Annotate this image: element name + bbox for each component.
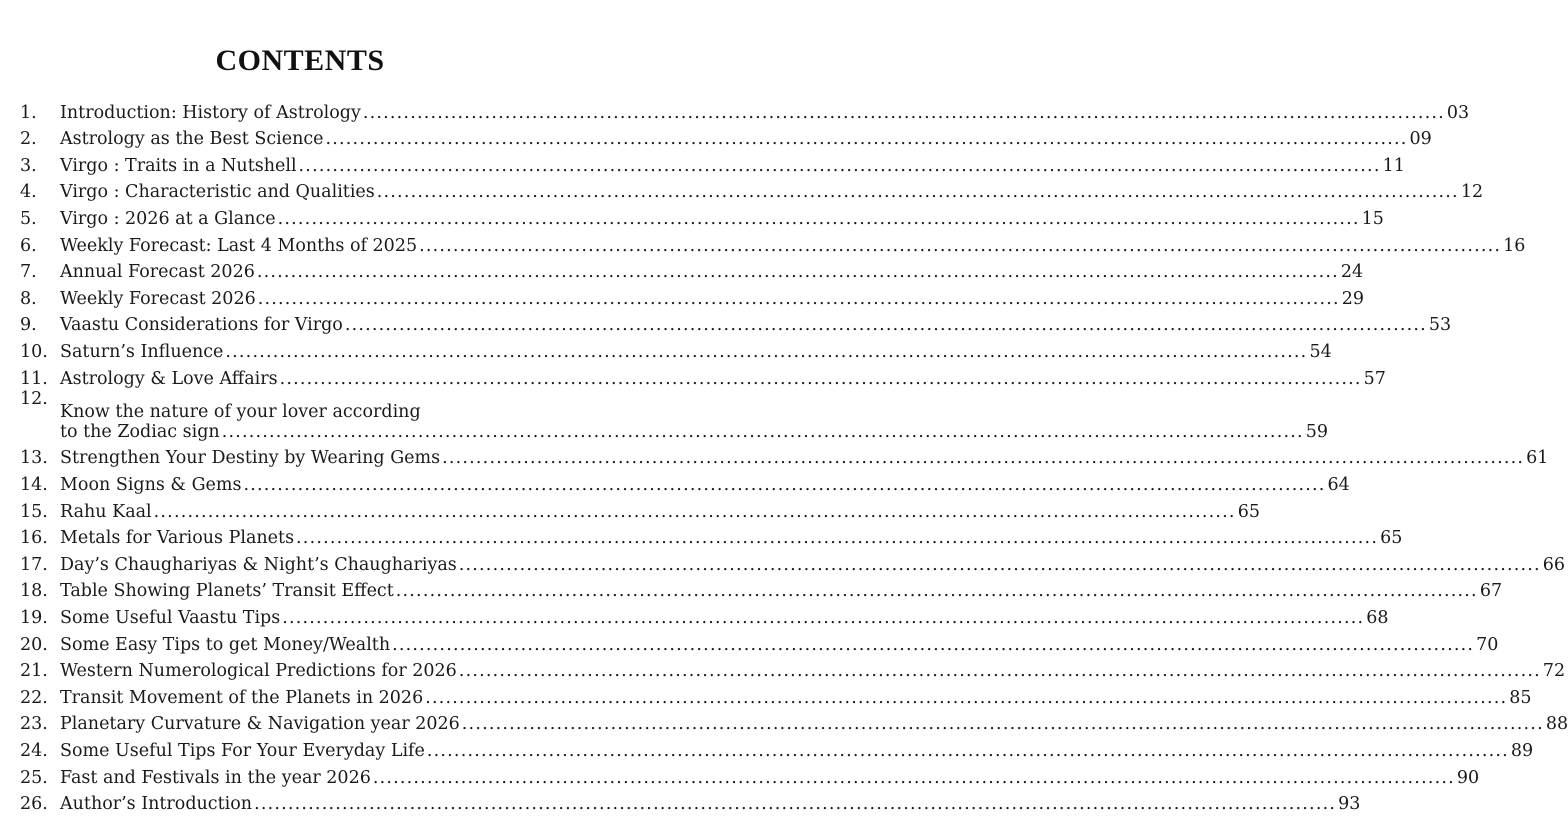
dot-leader — [345, 315, 1427, 335]
entry-number: 19. — [20, 607, 48, 628]
dot-leader — [280, 369, 1362, 389]
entry-title: Virgo : Characteristic and Qualities — [60, 182, 375, 203]
dot-leader — [425, 688, 1507, 708]
dot-leader — [442, 448, 1524, 468]
dot-leader — [373, 768, 1455, 788]
entry-page: 89 — [1510, 740, 1534, 761]
entry-title: Table Showing Planets’ Transit Effect — [60, 581, 394, 602]
dot-leader — [462, 714, 1544, 734]
entry-title: Metals for Various Planets — [60, 528, 295, 549]
entry-title-block — [60, 402, 1328, 442]
dot-leader — [257, 262, 1339, 282]
toc-entry — [20, 309, 1452, 336]
entry-title-line-2 — [60, 422, 1328, 442]
entry-number: 26. — [20, 794, 48, 815]
entry-number: 17. — [20, 554, 48, 575]
entry-page: 09 — [1409, 129, 1432, 150]
toc-entry — [20, 335, 1332, 362]
entry-number: 2. — [20, 129, 37, 150]
toc-entry — [20, 282, 1365, 309]
entry-title: Day’s Chaughariyas & Night’s Chaughariyas — [60, 554, 457, 575]
toc-entry — [20, 655, 1566, 682]
entry-number: 12. — [20, 388, 48, 409]
toc-entry — [20, 575, 1503, 602]
dot-leader — [459, 555, 1541, 575]
dot-leader — [278, 209, 1360, 229]
entry-title: Virgo : Traits in a Nutshell — [60, 155, 297, 176]
dot-leader — [254, 794, 1336, 814]
entry-page: 24 — [1340, 262, 1364, 283]
entry-number: 11. — [20, 368, 48, 389]
entry-page: 03 — [1446, 102, 1470, 123]
entry-title: Author’s Introduction — [60, 794, 253, 815]
entry-title: Fast and Festivals in the year 2026 — [60, 767, 371, 788]
entry-page: 67 — [1479, 581, 1503, 602]
toc-entry — [20, 202, 1384, 229]
entry-title: Transit Movement of the Planets in 2026 — [60, 687, 424, 708]
entry-title-continued: to the Zodiac sign — [60, 421, 220, 442]
entry-page: 88 — [1545, 714, 1568, 735]
entry-number: 21. — [20, 661, 48, 682]
entry-number: 16. — [20, 528, 48, 549]
entry-number: 6. — [20, 235, 37, 256]
toc-entry — [20, 229, 1526, 256]
entry-page: 68 — [1366, 607, 1389, 628]
entry-page: 29 — [1341, 288, 1365, 309]
entry-title: Vaastu Considerations for Virgo — [60, 315, 343, 336]
entry-number: 3. — [20, 155, 37, 176]
entry-number: 13. — [20, 448, 48, 469]
entry-number: 22. — [20, 687, 48, 708]
entry-page: 70 — [1476, 634, 1499, 655]
entry-number: 1. — [20, 102, 37, 123]
entry-page: 11 — [1382, 155, 1405, 176]
toc-entry — [20, 96, 1470, 123]
toc-entry — [20, 468, 1350, 495]
dot-leader — [363, 103, 1445, 123]
entry-number: 4. — [20, 182, 37, 203]
entry-page: 85 — [1509, 687, 1532, 708]
toc-entry — [20, 708, 1568, 735]
entry-number: 9. — [20, 315, 37, 336]
entry-page: 53 — [1428, 315, 1452, 336]
entry-number: 14. — [20, 474, 48, 495]
dot-leader — [296, 528, 1378, 548]
entry-number: 10. — [20, 341, 48, 362]
dot-leader — [258, 289, 1340, 309]
entry-page: 59 — [1305, 421, 1329, 442]
entry-title: Some Easy Tips to get Money/Wealth — [60, 634, 391, 655]
entry-title: Introduction: History of Astrology — [60, 102, 361, 123]
entry-page: 93 — [1338, 794, 1361, 815]
toc-entry — [20, 442, 1549, 469]
dot-leader — [427, 741, 1509, 761]
entry-page: 12 — [1460, 182, 1484, 203]
dot-leader — [299, 156, 1381, 176]
dot-leader — [419, 236, 1501, 256]
toc-entry — [20, 495, 1260, 522]
toc-entry — [20, 548, 1566, 575]
entry-page: 65 — [1380, 528, 1403, 549]
entry-title: Weekly Forecast: Last 4 Months of 2025 — [60, 235, 418, 256]
entry-page: 61 — [1526, 448, 1549, 469]
entry-title: Western Numerological Predictions for 2026 — [60, 661, 457, 682]
entry-number: 5. — [20, 208, 37, 229]
dot-leader — [396, 581, 1478, 601]
entry-title: Rahu Kaal — [60, 501, 152, 522]
toc-entry — [20, 761, 1480, 788]
entry-page: 65 — [1237, 501, 1260, 522]
entry-title: Annual Forecast 2026 — [60, 262, 255, 283]
entry-number: 25. — [20, 767, 48, 788]
dot-leader — [459, 661, 1541, 681]
entry-number: 18. — [20, 581, 48, 602]
entry-title: Astrology as the Best Science — [60, 129, 324, 150]
entry-page: 57 — [1363, 368, 1386, 389]
entry-title: Saturn’s Influence — [60, 341, 224, 362]
entry-title: Know the nature of your lover according — [60, 401, 421, 422]
entry-title: Strengthen Your Destiny by Wearing Gems — [60, 448, 441, 469]
toc-entry — [20, 788, 1361, 815]
toc-entry — [20, 388, 1329, 442]
toc-entry — [20, 362, 1386, 389]
entry-title: Some Useful Tips For Your Everyday Life — [60, 740, 425, 761]
entry-title: Moon Signs & Gems — [60, 474, 242, 495]
entry-number: 7. — [20, 262, 37, 283]
dot-leader — [243, 475, 1325, 495]
dot-leader — [282, 608, 1364, 628]
entry-page: 16 — [1503, 235, 1526, 256]
toc-entry — [20, 628, 1499, 655]
dot-leader — [222, 422, 1304, 442]
entry-page: 90 — [1456, 767, 1480, 788]
entry-number: 23. — [20, 714, 48, 735]
toc-entry — [20, 256, 1364, 283]
toc-entry — [20, 681, 1532, 708]
entry-page: 64 — [1327, 474, 1350, 495]
entry-number: 8. — [20, 288, 37, 309]
toc-entry — [20, 522, 1403, 549]
entry-title: Weekly Forecast 2026 — [60, 288, 256, 309]
dot-leader — [326, 129, 1408, 149]
entry-page: 72 — [1542, 661, 1566, 682]
dot-leader — [154, 502, 1236, 522]
entry-number: 15. — [20, 501, 48, 522]
entry-number: 20. — [20, 634, 48, 655]
entry-page: 15 — [1361, 208, 1384, 229]
toc-entry — [20, 601, 1389, 628]
entry-title: Some Useful Vaastu Tips — [60, 607, 281, 628]
toc-entry — [20, 123, 1432, 150]
entry-number: 24. — [20, 740, 48, 761]
entry-page: 66 — [1542, 554, 1566, 575]
entry-title: Astrology & Love Affairs — [60, 368, 278, 389]
dot-leader — [392, 635, 1474, 655]
toc-entry — [20, 176, 1484, 203]
toc-entry — [20, 734, 1534, 761]
dot-leader — [225, 342, 1307, 362]
dot-leader — [377, 182, 1459, 202]
entry-page: 54 — [1309, 341, 1332, 362]
page-title: CONTENTS — [215, 44, 385, 77]
entry-title: Planetary Curvature & Navigation year 2026 — [60, 714, 460, 735]
entry-title: Virgo : 2026 at a Glance — [60, 208, 276, 229]
toc-entry — [20, 149, 1405, 176]
